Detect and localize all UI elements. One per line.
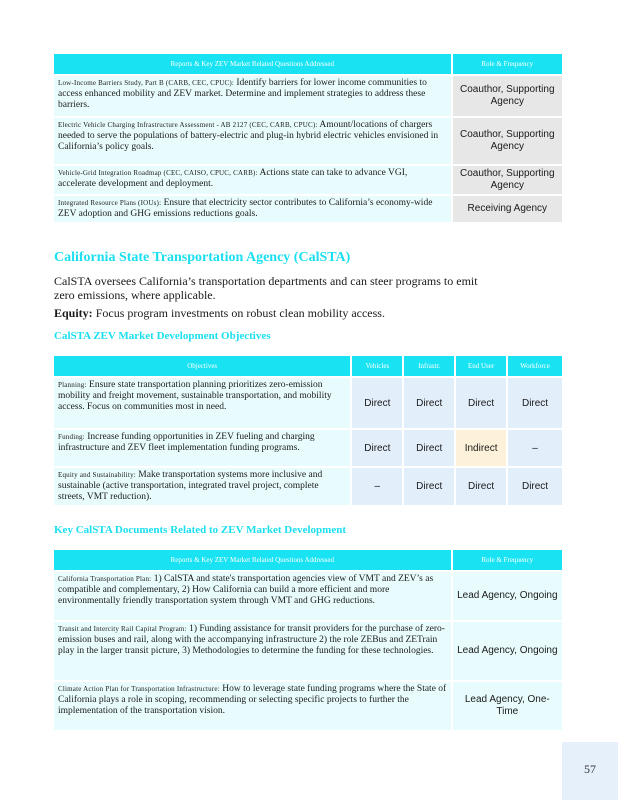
- cell-workforce: Direct: [508, 468, 562, 505]
- row-label: Low-Income Barriers Study, Part B (CARB, CEC, CPUC):: [58, 79, 234, 87]
- reports-table-bottom: [52, 548, 564, 732]
- row-text: Ensure state transportation planning prioritizes zero-emission mobility and freight movement, sustainable transportation, and mobility access. Focus on communities most in need.: [58, 380, 332, 412]
- table-row: [54, 76, 562, 116]
- header-reports: Reports & Key ZEV Market Related Questions Addressed: [54, 550, 451, 570]
- reports-table-top: [52, 52, 564, 224]
- row-label: Electric Vehicle Charging Infrastructure Assessment - AB 2127 (CEC, CARB, CPUC):: [58, 121, 318, 129]
- row-text: How to leverage state funding programs where the State of California plays a role in scoping, recommending or selecting specific projects to further the implementation of the transportation vision.: [58, 684, 447, 716]
- cell-infrastr: Direct: [404, 378, 454, 428]
- row-role: Receiving Agency: [453, 196, 562, 222]
- row-label: Planning:: [58, 381, 87, 389]
- header-role: Role & Frequency: [453, 550, 562, 570]
- row-text: Increase funding opportunities in ZEV fueling and charging infrastructure and ZEV fleet implementation funding programs.: [58, 432, 315, 453]
- row-description: [54, 378, 350, 428]
- table-row: [54, 468, 562, 505]
- documents-heading: Key CalSTA Documents Related to ZEV Market Development: [54, 524, 346, 536]
- table-header-row: [54, 356, 562, 376]
- table-row: [54, 166, 562, 194]
- objectives-heading: CalSTA ZEV Market Development Objectives: [54, 330, 271, 342]
- row-description: [54, 76, 451, 116]
- row-description: [54, 572, 451, 620]
- table-row: [54, 622, 562, 680]
- header-end-user: End User: [456, 356, 506, 376]
- equity-text: Focus program investments on robust clean mobility access.: [95, 306, 385, 320]
- row-role: Coauthor, Supporting Agency: [453, 76, 562, 116]
- row-description: [54, 430, 350, 466]
- intro-paragraph: CalSTA oversees California’s transportation departments and can steer programs to emit zero emissions, where applicable.: [54, 274, 478, 302]
- cell-vehicles: –: [352, 468, 402, 505]
- row-label: Vehicle-Grid Integration Roadmap (CEC, CAISO, CPUC, CARB):: [58, 169, 258, 177]
- row-label: Funding:: [58, 433, 85, 441]
- cell-vehicles: Direct: [352, 430, 402, 466]
- cell-end-user: Direct: [456, 378, 506, 428]
- table-header-row: [54, 54, 562, 74]
- row-text: Identify barriers for lower income communities to access enhanced mobility and ZEV market. Determine and implement strategies to address these barriers.: [58, 78, 427, 110]
- row-description: [54, 166, 451, 194]
- table-row: [54, 378, 562, 428]
- row-description: [54, 196, 451, 222]
- table-row: [54, 572, 562, 620]
- row-role: Lead Agency, Ongoing: [453, 622, 562, 680]
- row-label: Equity and Sustainability:: [58, 471, 136, 479]
- table-row: [54, 430, 562, 466]
- row-label: Transit and Intercity Rail Capital Program:: [58, 625, 187, 633]
- row-description: [54, 682, 451, 730]
- cell-vehicles: Direct: [352, 378, 402, 428]
- objectives-table: [52, 354, 564, 507]
- header-infrastr: Infrastr.: [404, 356, 454, 376]
- cell-workforce: Direct: [508, 378, 562, 428]
- header-role: Role & Frequency: [453, 54, 562, 74]
- header-workforce: Workforce: [508, 356, 562, 376]
- table-row: [54, 118, 562, 164]
- cell-workforce: –: [508, 430, 562, 466]
- row-text: Actions state can take to advance VGI, accelerate development and deployment.: [58, 168, 408, 189]
- table-row: [54, 682, 562, 730]
- row-role: Lead Agency, Ongoing: [453, 572, 562, 620]
- row-text: Make transportation systems more inclusive and sustainable (active transportation, integrated travel project, complete streets, VMT reduction).: [58, 470, 323, 502]
- header-vehicles: Vehicles: [352, 356, 402, 376]
- page-number: 57: [584, 762, 596, 776]
- row-label: California Transportation Plan:: [58, 575, 152, 583]
- section-title: California State Transportation Agency (CalSTA): [54, 250, 351, 265]
- row-text: 1) CalSTA and state's transportation agencies view of VMT and ZEV’s as compatible and complementary, 2) How California can build a more efficient and more environmentally friendly transportation system through VMT and GHG reductions.: [58, 574, 434, 606]
- row-role: Coauthor, Supporting Agency: [453, 166, 562, 194]
- row-role: Coauthor, Supporting Agency: [453, 118, 562, 164]
- row-text: Ensure that electricity sector contributes to California’s economy-wide ZEV adoption and GHG emissions reductions goals.: [58, 198, 433, 219]
- cell-infrastr: Direct: [404, 468, 454, 505]
- cell-end-user: Direct: [456, 468, 506, 505]
- row-description: [54, 622, 451, 680]
- row-label: Climate Action Plan for Transportation Infrastructure:: [58, 685, 220, 693]
- row-description: [54, 468, 350, 505]
- row-role: Lead Agency, One-Time: [453, 682, 562, 730]
- cell-infrastr: Direct: [404, 430, 454, 466]
- row-description: [54, 118, 451, 164]
- row-text: Amount/locations of chargers needed to serve the populations of battery-electric and plug-in hybrid electric vehicles envisioned in California’s policy goals.: [58, 120, 439, 152]
- table-row: [54, 196, 562, 222]
- equity-label: Equity:: [54, 306, 93, 320]
- row-text: 1) Funding assistance for transit providers for the purchase of zero-emission buses and rail, along with the accompanying infrastructure 2) the role ZEBus and ZETrain play in the larger transit picture, 3) Methodologies to determine the funding for these technologies.: [58, 624, 445, 656]
- header-objectives: Objectives: [54, 356, 350, 376]
- cell-end-user: Indirect: [456, 430, 506, 466]
- row-label: Integrated Resource Plans (IOUs):: [58, 199, 162, 207]
- header-reports: Reports & Key ZEV Market Related Questions Addressed: [54, 54, 451, 74]
- table-header-row: [54, 550, 562, 570]
- equity-line: [54, 306, 534, 320]
